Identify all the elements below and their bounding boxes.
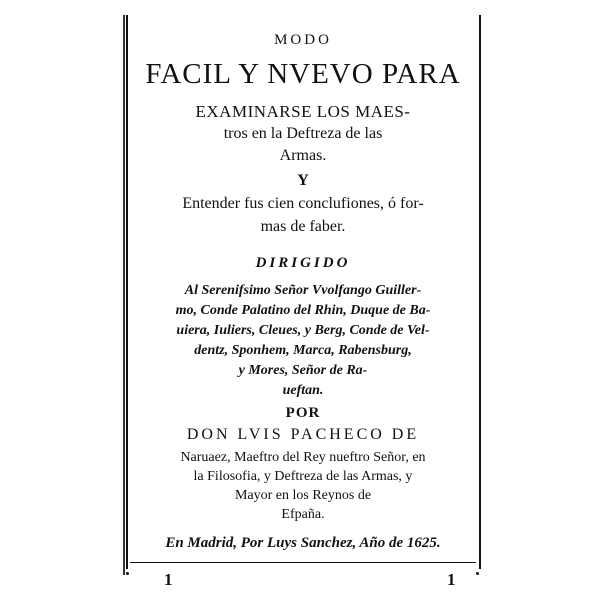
dedication-line-5: y Mores, Señor de Ra-	[238, 363, 368, 378]
author-line-3: Mayor en los Reynos de	[234, 488, 372, 503]
dedication-heading: DIRIGIDO	[255, 255, 351, 271]
title-line-armas: Armas.	[279, 147, 327, 164]
imprint-line: En Madrid, Por Luys Sanchez, Año de 1625.	[165, 535, 441, 551]
dedication-line-2: mo, Conde Palatino del Rhin, Duque de Ba-	[175, 303, 431, 318]
author-line-1: Naruaez, Maeftro del Rey nueftro Señor, en	[180, 450, 426, 465]
ink-mark-left	[126, 572, 129, 575]
ink-mark-right	[476, 572, 479, 575]
title-line-modo: MODO	[274, 32, 332, 48]
dedication-line-4: dentz, Sponhem, Marca, Rabensburg,	[194, 343, 412, 358]
dedication-line-3: uiera, Iuliers, Cleues, y Berg, Conde de Vel-	[176, 323, 430, 338]
author-line-2: la Filosofia, y Deftreza de las Armas, y	[193, 469, 413, 484]
title-line-main: FACIL Y NVEVO PARA	[145, 58, 461, 90]
page-edge-shadow	[123, 15, 125, 575]
dedication-line-1: Al Serenifsimo Señor Vvolfango Guiller-	[184, 283, 422, 298]
title-line-examinarse: EXAMINARSE LOS MAES-	[195, 102, 411, 121]
dedication-line-6: ueftan.	[282, 383, 324, 398]
folio-left: 1	[164, 570, 173, 589]
author-name: DON LVIS PACHECO DE	[186, 426, 420, 443]
bottom-rule	[130, 562, 476, 563]
folio-right: 1	[447, 570, 456, 589]
title-line-y: Y	[297, 172, 309, 189]
author-line-4: Efpaña.	[281, 507, 325, 522]
title-line-entender: Entender fus cien conclufiones, ó for-	[182, 195, 424, 212]
title-line-faber: mas de faber.	[260, 218, 346, 235]
title-line-destreza: tros en la Deftreza de las	[223, 125, 383, 142]
por-line: POR	[285, 405, 321, 421]
